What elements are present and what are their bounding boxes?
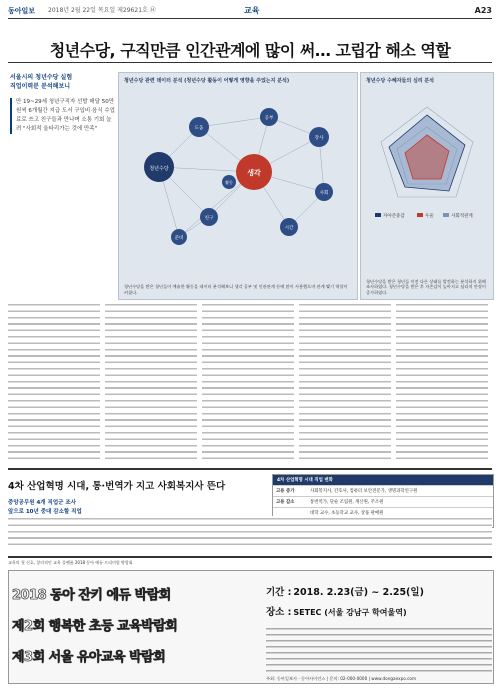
ad-line-2: 제2회 행복한 초등 교육박람회 <box>12 619 178 634</box>
table-row: 고용 증가 사회복지사, 간호사, 컴퓨터 보안전문가, 생명과학연구원 <box>273 485 493 496</box>
psychology-graphic-title: 청년수당 수혜자들의 심리 분석 <box>366 78 435 84</box>
ad-event-titles <box>12 580 262 678</box>
article-column-2 <box>105 302 197 462</box>
text-lines <box>299 302 391 462</box>
table-row: 대학 교수, 초등학교 교사, 상품 판매원 <box>273 507 493 518</box>
legend-label: 자아존중감 <box>383 214 405 219</box>
psychology-chart <box>361 87 493 237</box>
ad-top-banner: 교육의 첫 신호, 창의적인 교육 플랫폼 2018 동아 에듀 프리미엄 박람회 <box>8 560 133 565</box>
article2-body-text <box>8 516 492 550</box>
article2-subheading-1: 중앙공무원 4개 직업군 조사 <box>8 500 77 506</box>
table-row: 고용 감소 통번역가, 단순 조립원, 계산원, 주조원 <box>273 496 493 507</box>
article2-headline: 4차 산업혁명 시대, 통·번역가 지고 사회복지사 뜬다 <box>8 481 226 492</box>
psychology-graphic <box>360 72 494 300</box>
text-lines <box>202 302 294 462</box>
article-column-1 <box>8 302 100 462</box>
article2-subheading-2: 앞으로 10년 중대 감소할 직업 <box>8 509 82 515</box>
legend-label: 사회적관계 <box>451 214 473 219</box>
ad-line-3: 제3회 서울 유아교육 박람회 <box>12 650 166 665</box>
article-column-5 <box>396 302 488 462</box>
node-label: 공부 <box>264 116 274 121</box>
period-label: 기간 : <box>266 587 292 598</box>
node-label: 사회 <box>319 191 329 196</box>
node-label: 친구 <box>204 216 214 221</box>
period-value: 2018. 2.23(금) ~ 2.25(일) <box>293 587 424 598</box>
venue-value: SETEC (서울 강남구 학여울역) <box>293 608 407 617</box>
issue-date: 2018년 2월 22일 목요일 제29621호 ㉥ <box>48 7 156 14</box>
node-label: 도움 <box>194 126 204 131</box>
ad-contact-info: 주최: 동아일보사 · 동아사이언스 | 문의: 02-000-0000 | www.dongaexpo.com <box>266 676 417 681</box>
network-diagram <box>119 87 357 277</box>
ad-details <box>266 580 492 681</box>
section-title: 교육 <box>244 6 260 15</box>
node-label: 시간 <box>284 226 294 231</box>
table-title: 4차 산업혁명 시대 직업 변화 <box>273 475 493 485</box>
headline-divider <box>8 62 492 63</box>
node-label: 활동 <box>225 180 233 185</box>
network-graphic <box>118 72 358 300</box>
psychology-graphic-caption: 청년수당을 받은 청년들 이전 다른 상태를 발견하는 분석하지 위해 조사하였다. 청년수당을 받은 후 자존감이 높아지고 심리적 안정이 증가하였다. <box>366 278 486 295</box>
text-lines <box>8 302 100 462</box>
text-lines <box>105 302 197 462</box>
ad-info-lines <box>266 626 492 674</box>
subheading-1: 서울시의 청년수당 실험 <box>10 74 73 81</box>
network-graphic-title: 청년수당 관련 데이터 분석 (청년수당 활동이 어떻게 영향을 주었는지 분석) <box>124 78 290 84</box>
article-divider <box>8 468 492 470</box>
node-label: 강사 <box>314 136 324 141</box>
subheading-2: 직업이력분 분석해보니 <box>10 83 71 90</box>
newspaper-logo: 동아일보 <box>8 7 36 15</box>
article-column-3 <box>202 302 294 462</box>
text-lines <box>396 302 488 462</box>
masthead <box>8 4 492 19</box>
legend-label: 우울 <box>425 214 434 219</box>
article-column-4 <box>299 302 391 462</box>
node-label: 생각 <box>247 169 261 177</box>
node-label: 청년수당 <box>149 166 169 172</box>
page-number: A23 <box>474 6 492 15</box>
node-label: 준비 <box>174 236 184 241</box>
article-headline: 청년수당, 구직만큼 인간관계에 많이 써… 고립감 해소 역할 <box>49 41 451 60</box>
network-graphic-caption: 청년수당을 받은 청년들이 예술한 활동을 데이터 분석해보니 생각 공부 및 인관관계 등에 많이 사용했으며 관계 맺기 역할이 커졌다. <box>124 284 348 295</box>
pull-quote: 만 19~29세 청년구직자 선발 매달 50만 원씩 6개월간 지급 도서 구입비·음식 수업료로 쓰고 친구들과 만나며 소통 기회 늘려 "사회적 울타리가는 것에 만족" <box>10 98 116 134</box>
ad-line-1: 2018 동아 잔키 에듀 박람회 <box>12 588 171 603</box>
venue-label: 장소 : <box>266 607 292 618</box>
ad-divider <box>8 556 492 558</box>
